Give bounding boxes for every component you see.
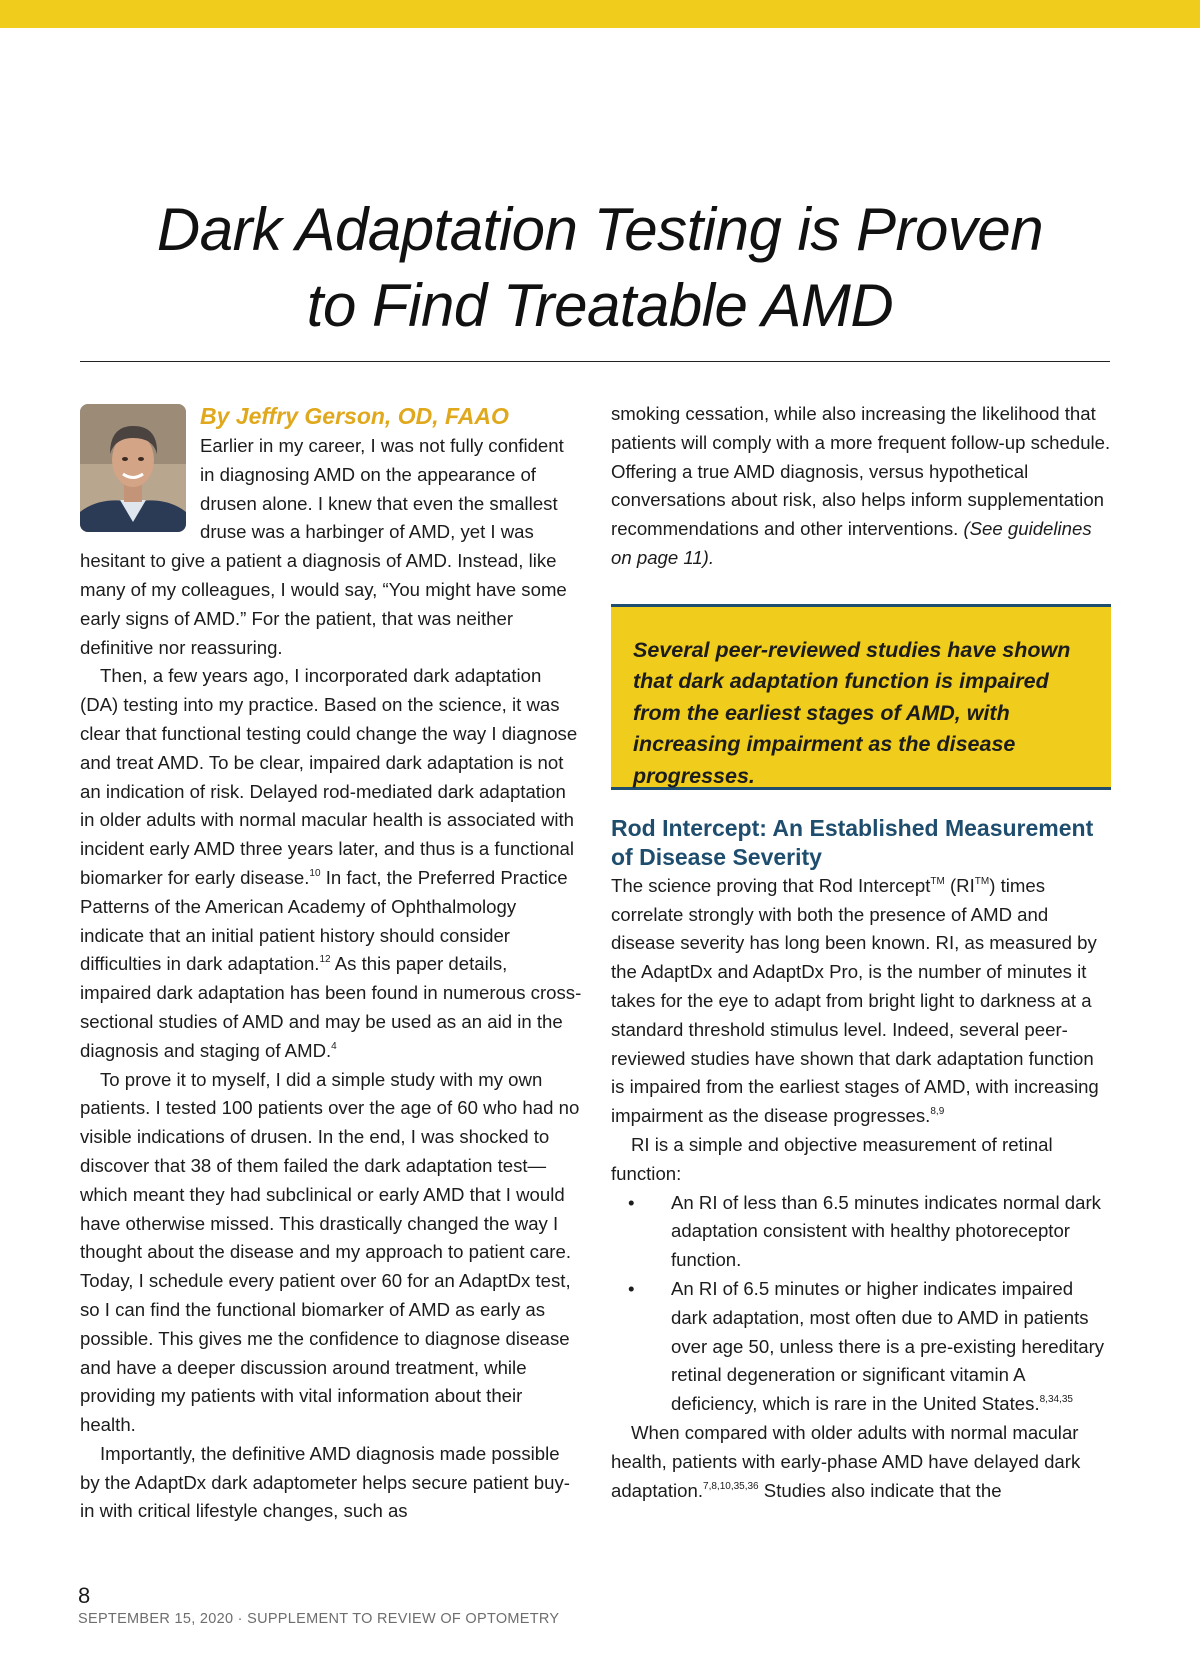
paragraph-6-text-b: (RI	[944, 874, 975, 896]
list-item	[628, 1189, 1111, 1275]
bullet-icon: •	[628, 1277, 635, 1299]
paragraph-5	[611, 400, 1111, 573]
title-line-1: Dark Adaptation Testing is Proven	[156, 196, 1044, 263]
paragraph-1: Earlier in my career, I was not fully confident in diagnosing AMD on the appearance of drusen alone. I knew that even the smallest druse was a harbinger of AMD, yet I was hesitant to give a patient a diagnosis of AMD. Instead, like many of my colleagues, I would say, “You might have some early signs of AMD.” For the patient, that was neither definitive nor reassuring.	[80, 435, 567, 658]
paragraph-2-text-a: Then, a few years ago, I incorporated dark adaptation (DA) testing into my practice. Based on the science, it was clear that functional testing could change the way I diagnose and treat AMD. To be clear, impaired dark adaptation is not an indication of risk. Delayed rod-mediated dark adaptation in older adults with normal macular health is associated with incident early AMD three years later, and thus is a functional biomarker for early disease.	[80, 665, 578, 888]
citation-7-36: 7,8,10,35,36	[703, 1480, 759, 1492]
paragraph-8	[611, 1419, 1111, 1505]
pull-quote-box	[611, 604, 1111, 790]
right-column	[611, 400, 1111, 1505]
paragraph-6	[611, 872, 1111, 1131]
left-column	[80, 400, 582, 1526]
citation-4: 4	[331, 1040, 337, 1052]
paragraph-8-text-b: Studies also indicate that the	[758, 1479, 1002, 1501]
guidelines-reference: (See guidelines on page 11).	[611, 518, 1092, 568]
paragraph-7: RI is a simple and objective measurement of retinal function:	[611, 1133, 1053, 1184]
paragraph-5-text: smoking cessation, while also increasing the likelihood that patients will comply with a more frequent follow-up schedule. Offering a true AMD diagnosis, versus hypothetical conversations about risk, also helps inform supplementation recommendations and other interventions.	[611, 403, 1111, 540]
paragraph-2	[80, 662, 582, 1065]
bullet-2-text: An RI of 6.5 minutes or higher indicates impaired dark adaptation, most often due to AMD in patients over age 50, unless there is a pre-existing hereditary retinal degeneration or significant vitamin A deficiency, which is rare in the United States.	[671, 1277, 1105, 1415]
section-heading: Rod Intercept: An Established Measurement of Disease Severity	[611, 814, 1094, 870]
ri-bullet-list	[611, 1189, 1111, 1419]
bullet-icon: •	[628, 1191, 635, 1213]
citation-12: 12	[319, 954, 331, 966]
paragraph-6-text-c: ) times correlate strongly with both the presence of AMD and disease severity has long been known. RI, as measured by the AdaptDx and AdaptDx Pro, is the number of minutes it takes for the eye to adapt from bright light to darkness at a standard threshold stimulus level. Indeed, several peer-reviewed studies have shown that dark adaptation function is impaired from the earliest stages of AMD, with increasing impairment as the disease progresses.	[611, 874, 1099, 1127]
paragraph-6-text-a: The science proving that Rod Intercept	[611, 874, 931, 896]
citation-10: 10	[309, 867, 321, 879]
citation-8-9: 8,9	[930, 1106, 945, 1118]
title-line-2: to Find Treatable AMD	[306, 272, 894, 339]
author-photo	[80, 404, 186, 532]
pull-quote-text: Several peer-reviewed studies have shown that dark adaptation function is impaired from the earliest stages of AMD, with increasing impairment as the disease progresses.	[633, 637, 1071, 788]
author-portrait-icon	[80, 404, 186, 532]
paragraph-2-text-c: As this paper details, impaired dark adaptation has been found in numerous cross-sectional studies of AMD and may be used as an aid in the diagnosis and staging of AMD.	[80, 953, 582, 1061]
page-number: 8	[78, 1583, 91, 1608]
list-item	[628, 1275, 1111, 1419]
paragraph-4: Importantly, the definitive AMD diagnosis made possible by the AdaptDx dark adaptometer helps secure patient buy-in with critical lifestyle changes, such as	[80, 1442, 570, 1522]
top-accent-bar	[0, 0, 1200, 28]
paragraph-3: To prove it to myself, I did a simple study with my own patients. I tested 100 patients over the age of 60 who had no visible indications of drusen. In the end, I was shocked to discover that 38 of them failed the dark adaptation test—which meant they had subclinical or early AMD that I would have otherwise missed. This drastically changed the way I thought about the disease and my approach to patient care. Today, I schedule every patient over 60 for an AdaptDx test, so I can find the functional biomarker of AMD as early as possible. This gives me the confidence to diagnose disease and have a deeper discussion around treatment, while providing my patients with vital information about their health.	[80, 1068, 580, 1436]
paragraph-2-text-b: In fact, the Preferred Practice Patterns of the American Academy of Ophthalmology indicate that an initial patient history should consider difficulties in dark adaptation.	[80, 866, 568, 975]
footer-publication: SEPTEMBER 15, 2020 · SUPPLEMENT TO REVIEW OF OPTOMETRY	[78, 1611, 560, 1627]
trademark-2: TM	[974, 875, 990, 887]
trademark-1: TM	[930, 875, 945, 887]
page-title	[80, 192, 1120, 344]
author-byline: By Jeffry Gerson, OD, FAAO	[200, 403, 509, 429]
paragraph-8-text-a: When compared with older adults with normal macular health, patients with early-phase AMD have delayed dark adaptation.	[611, 1421, 1081, 1501]
bullet-1-text: An RI of less than 6.5 minutes indicates normal dark adaptation consistent with healthy photoreceptor function.	[671, 1191, 1101, 1271]
citation-8-34-35: 8,34,35	[1039, 1394, 1073, 1406]
title-divider	[80, 361, 1110, 362]
